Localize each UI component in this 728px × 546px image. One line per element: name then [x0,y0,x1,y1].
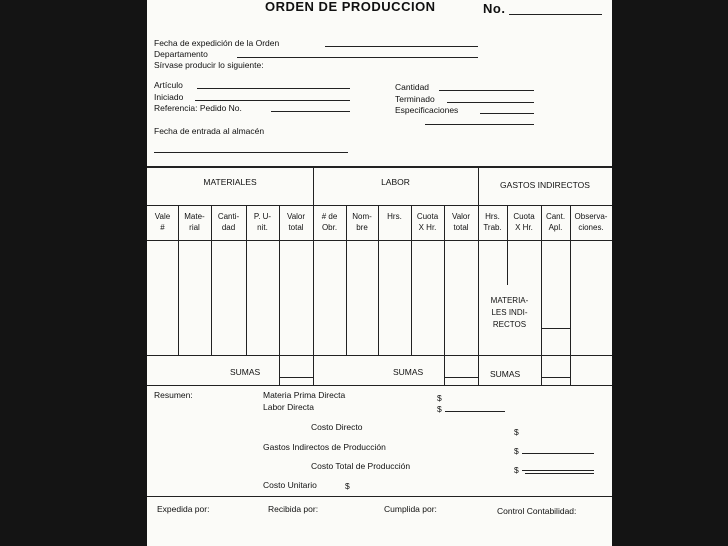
sum-box-left [279,355,280,385]
overhead-line [522,453,594,454]
col-header-precio-unit: P. U- nit. [253,212,272,232]
direct-labor-line [445,411,505,412]
sum-box-left [444,355,445,385]
column-header-bottom [147,240,612,241]
issue-date-label: Fecha de expedición de la Orden [154,38,280,48]
fulfilled-by-label: Cumplida por: [384,504,437,514]
summary-label: Resumen: [154,390,193,400]
table-top-border [147,166,612,168]
production-order-form [147,0,612,546]
overhead-currency: $ [514,446,519,456]
form-title: ORDEN DE PRODUCCION [265,0,436,14]
col-header-nombre: Nom- bre [352,212,372,232]
accounting-control-label: Control Contabilidad: [497,506,577,516]
col-header-num-obreros: # de Obr. [321,212,338,232]
col-divider [378,205,379,355]
reference-line [271,111,350,112]
indirect-materials-label: MATERIA- LES INDI- RECTOS [490,296,529,329]
article-label: Artículo [154,80,183,90]
total-cost-line-2 [525,473,594,474]
produce-instruction: Sírvase producir lo siguiente: [154,60,264,70]
section-indirect: GASTOS INDIRECTOS [500,180,590,190]
order-number-label: No. [483,1,506,16]
sum-box-right [478,355,479,385]
table-body-bottom [147,355,612,356]
sums-label-labor: SUMAS [393,367,424,377]
specifications-line-2 [425,124,534,125]
direct-materials-label: Materia Prima Directa [263,390,346,400]
col-header-valor-total-labor: Valor total [451,212,471,232]
specifications-line [480,113,534,114]
direct-cost-label: Costo Directo [311,422,363,432]
sum-box-right [313,355,314,385]
col-header-cuota-hr-gi: Cuota X Hr. [513,212,535,232]
section-divider-1 [313,166,314,355]
specifications-label: Especificaciones [395,105,459,115]
section-materials: MATERIALES [203,177,257,187]
direct-materials-currency: $ [437,393,442,403]
warehouse-entry-label: Fecha de entrada al almacén [154,126,265,136]
department-label: Departamento [154,49,208,59]
col-header-observaciones: Observa- ciones. [574,212,608,232]
total-cost-label: Costo Total de Producción [311,461,411,471]
sum-box-line [444,377,478,378]
issued-by-label: Expedida por: [157,504,210,514]
unit-cost-currency: $ [345,481,350,491]
finished-label: Terminado [395,94,435,104]
started-line [195,100,350,101]
col-header-valor-total-mat: Valor total [286,212,306,232]
sum-box-right [570,355,571,385]
quantity-label: Cantidad [395,82,430,92]
overhead-label: Gastos Indirectos de Producción [263,442,386,452]
sums-label-indirect: SUMAS [490,369,521,379]
started-label: Iniciado [154,92,184,102]
col-header-cant-apl: Cant. Apl. [545,212,566,232]
article-line [197,88,350,89]
department-line [237,57,478,58]
quantity-line [439,90,534,91]
direct-labor-label: Labor Directa [263,402,315,412]
col-header-horas: Hrs. [387,212,402,221]
issue-date-line [325,46,478,47]
sum-box-line [279,377,313,378]
warehouse-entry-line [154,152,348,153]
indirect-materials-line [541,328,570,329]
order-number-line [509,14,602,15]
direct-labor-currency: $ [437,404,442,414]
col-header-vale: Vale # [154,212,171,232]
sum-box-line [541,377,570,378]
col-header-horas-trab: Hrs. Trab. [483,212,502,232]
received-by-label: Recibida por: [268,504,319,514]
sums-label-materials: SUMAS [230,367,261,377]
col-header-cuota-hr: Cuota X Hr. [416,212,439,232]
total-cost-line [522,470,594,471]
total-cost-currency: $ [514,465,519,475]
reference-label: Referencia: Pedido No. [154,103,242,113]
footer-divider [147,496,612,497]
header-divider [147,205,612,206]
unit-cost-label: Costo Unitario [263,480,317,490]
direct-cost-currency: $ [514,427,519,437]
resumen-divider [147,385,612,386]
col-header-material: Mate- rial [184,212,205,232]
finished-line [447,102,534,103]
sum-box-left [541,355,542,385]
col-header-cantidad: Canti- dad [217,212,240,232]
section-labor: LABOR [381,177,410,187]
